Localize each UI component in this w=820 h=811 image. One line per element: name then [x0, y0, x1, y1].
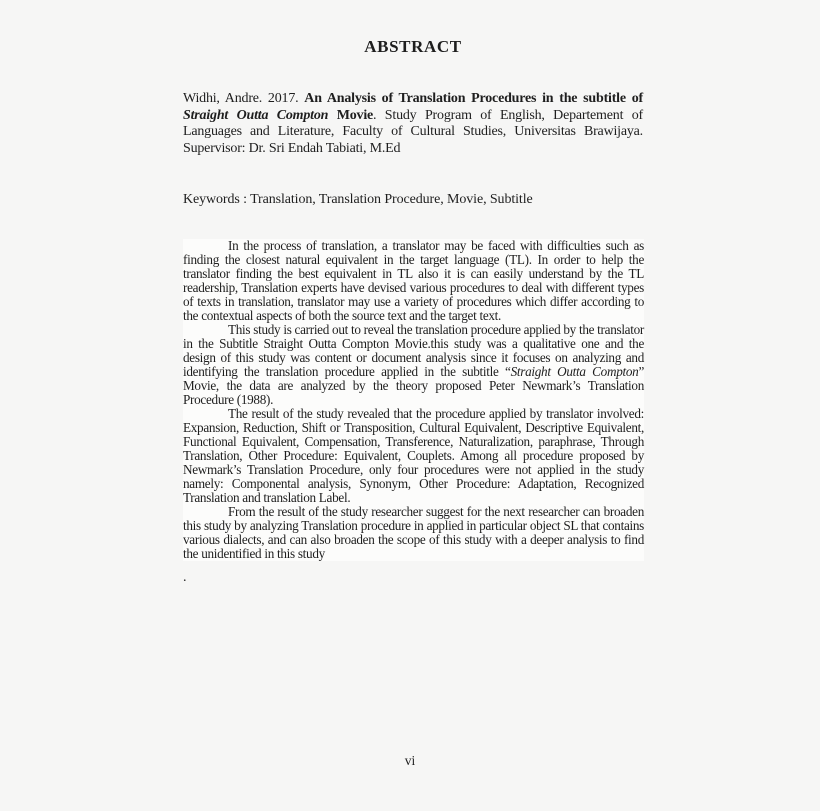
abstract-heading: ABSTRACT	[364, 37, 462, 56]
text-segment: Movie	[328, 107, 374, 123]
abstract-paragraph	[183, 239, 644, 323]
text-segment: The result of the study revealed that the procedure applied by translator involved: Expansion, Reduction, Shift or Transposition, Cultural Equivalent, Descriptive Equivalent, Functional Equivalent, Compensation, Transference, Naturalization, paraphrase, Through Translation, Other Procedure: Equivalent, Couplets. Among all procedure proposed by Newmark’s Translation Procedure, only four procedures were not applied in the study namely: Componental analysis, Synonym, Other Procedure: Adaptation, Recognized Translation and translation Label.	[183, 406, 644, 505]
page-number: vi	[404, 753, 416, 768]
text-segment: Straight Outta Compton	[510, 364, 639, 379]
text-segment: . Study Program of English, Departement of Languages and Literature, Faculty of Cultural Studies, Universitas Brawijaya. Supervisor: Dr. Sri Endah Tabiati, M.Ed	[183, 107, 643, 156]
text-segment: In the process of translation, a translator may be faced with difficulties such as finding the closest natural equivalent in the target language (TL). In order to help the translator finding the best equivalent in TL also it is can easily understand by the TL readership, Translation experts have devised various procedures to deal with different types of texts in translation, translator may use a variety of procedures which differ according to the contextual aspects of both the source text and the target text.	[183, 238, 644, 323]
abstract-paragraph	[183, 505, 644, 561]
text-segment: Straight Outta Compton	[183, 107, 329, 123]
abstract-body	[183, 239, 644, 561]
text-segment: From the result of the study researcher suggest for the next researcher can broaden this study by analyzing Translation procedure in applied in particular object SL that contains various dialects, and can also broaden the scope of this study with a deeper analysis to find the unidentified in this study	[183, 504, 644, 561]
abstract-paragraph	[183, 323, 644, 407]
text-segment: An Analysis of Translation Procedures in the subtitle of	[304, 91, 643, 106]
text-segment: This study is carried out to reveal the translation procedure applied by the translator in the Subtitle Straight Outta Compton Movie.this study was a qualitative one and the design of this study was content or document analysis since it focuses on analyzing and identifying the translation procedure applied in the subtitle “	[183, 322, 644, 379]
keywords-line: Keywords : Translation, Translation Procedure, Movie, Subtitle	[183, 192, 533, 207]
text-segment: ” Movie, the data are analyzed by the theory proposed Peter Newmark’s Translation Procedure (1988).	[183, 364, 644, 407]
stray-period: .	[183, 570, 187, 585]
citation-paragraph	[183, 91, 643, 157]
text-segment: Widhi, Andre. 2017.	[183, 91, 305, 106]
abstract-paragraph	[183, 407, 644, 505]
